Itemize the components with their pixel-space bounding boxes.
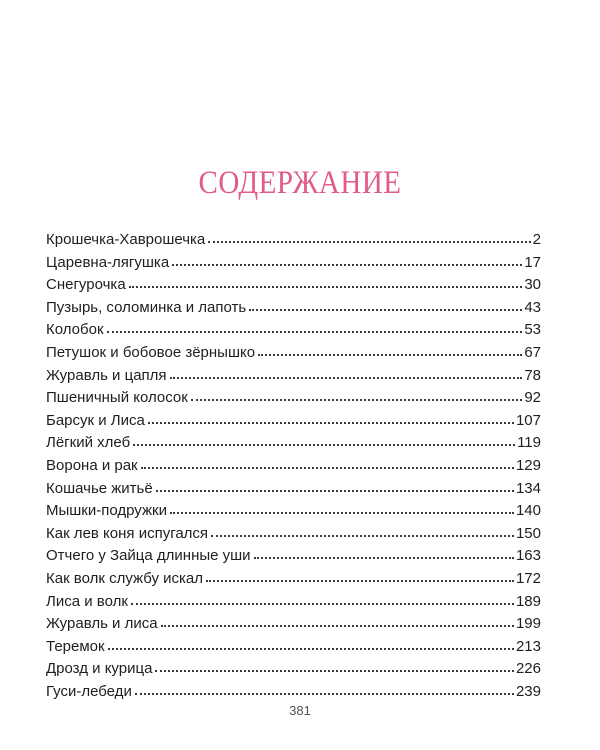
dot-leader <box>172 253 522 267</box>
page-title: СОДЕРЖАНИЕ <box>198 165 402 202</box>
toc-entry-page: 213 <box>515 637 541 655</box>
toc-entry-page: 163 <box>515 547 541 565</box>
toc-entry-title: Пшеничный колосок <box>46 389 188 407</box>
toc-entry-title: Лёгкий хлеб <box>46 434 131 452</box>
toc-entry <box>46 636 541 659</box>
dot-leader <box>129 275 523 289</box>
toc-entry <box>46 658 541 681</box>
toc-entry-title: Отчего у Зайца длинные уши <box>46 547 251 565</box>
toc-entry <box>46 613 541 636</box>
toc-entry-page: 30 <box>524 276 541 294</box>
dot-leader <box>208 230 530 244</box>
toc-entry-page: 67 <box>524 343 541 361</box>
toc-entry-page: 92 <box>524 389 541 407</box>
toc-entry <box>46 365 541 388</box>
toc-entry-page: 226 <box>515 660 541 678</box>
toc-entry <box>46 342 541 365</box>
toc-entry-title: Кошачье житьё <box>46 479 153 497</box>
toc-entry-title: Как волк службу искал <box>46 569 204 587</box>
toc-entry <box>46 500 541 523</box>
dot-leader <box>191 388 522 402</box>
toc-entry-page: 134 <box>515 479 541 497</box>
toc-entry-page: 78 <box>524 366 541 384</box>
dot-leader <box>161 614 514 628</box>
toc-entry <box>46 387 541 410</box>
dot-leader <box>170 366 523 380</box>
toc-entry <box>46 410 541 433</box>
toc-entry <box>46 523 541 546</box>
toc-entry <box>46 591 541 614</box>
dot-leader <box>133 433 515 447</box>
toc-entry <box>46 274 541 297</box>
toc-entry-page: 43 <box>524 298 541 316</box>
toc-entry-page: 239 <box>515 682 541 700</box>
dot-leader <box>211 524 514 538</box>
toc-entry-title: Лиса и волк <box>46 592 128 610</box>
dot-leader <box>131 592 514 606</box>
dot-leader <box>155 659 514 673</box>
dot-leader <box>108 637 514 651</box>
toc-entry <box>46 681 541 704</box>
dot-leader <box>170 501 514 515</box>
toc-entry-page: 107 <box>515 411 541 429</box>
dot-leader <box>249 298 522 312</box>
toc-entry <box>46 432 541 455</box>
toc-entry <box>46 478 541 501</box>
toc-entry <box>46 252 541 275</box>
toc-entry-title: Колобок <box>46 321 104 339</box>
toc-entry-title: Журавль и цапля <box>46 366 167 384</box>
toc-entry-title: Теремок <box>46 637 105 655</box>
toc-entry-title: Ворона и рак <box>46 456 138 474</box>
toc-entry-page: 199 <box>515 615 541 633</box>
toc-entry-title: Гуси-лебеди <box>46 682 132 700</box>
toc-entry-title: Петушок и бобовое зёрнышко <box>46 343 256 361</box>
page-number: 381 <box>289 703 311 718</box>
dot-leader <box>141 456 514 470</box>
toc-entry-title: Крошечка-Хаврошечка <box>46 231 206 248</box>
toc-entry <box>46 297 541 320</box>
toc-entry-page: 189 <box>515 592 541 610</box>
dot-leader <box>206 569 514 583</box>
dot-leader <box>148 411 514 425</box>
toc-entry-title: Журавль и лиса <box>46 615 158 633</box>
dot-leader <box>258 343 522 357</box>
toc-entry-title: Снегурочка <box>46 276 126 294</box>
dot-leader <box>135 682 514 696</box>
toc-entry <box>46 545 541 568</box>
dot-leader <box>254 546 514 560</box>
toc-entry <box>46 229 541 252</box>
toc-entry <box>46 568 541 591</box>
toc-entry <box>46 319 541 342</box>
toc-entry-page: 172 <box>515 569 541 587</box>
toc-entry-page: 17 <box>524 253 541 271</box>
toc-entry-title: Мышки-подружки <box>46 502 167 520</box>
toc-entry-page: 2 <box>532 231 541 248</box>
toc-entry <box>46 455 541 478</box>
toc-entry-title: Пузырь, соломинка и лапоть <box>46 298 247 316</box>
toc-entry-title: Царевна-лягушка <box>46 253 170 271</box>
toc-entry-title: Как лев коня испугался <box>46 524 209 542</box>
dot-leader <box>156 479 514 493</box>
toc-entry-page: 150 <box>515 524 541 542</box>
toc-entry-page: 53 <box>524 321 541 339</box>
toc-entry-title: Барсук и Лиса <box>46 411 145 429</box>
toc-entry-title: Дрозд и курица <box>46 660 153 678</box>
table-of-contents <box>46 229 541 703</box>
toc-entry-page: 140 <box>515 502 541 520</box>
toc-entry-page: 129 <box>515 456 541 474</box>
toc-entry-page: 119 <box>517 434 541 452</box>
dot-leader <box>107 320 523 334</box>
